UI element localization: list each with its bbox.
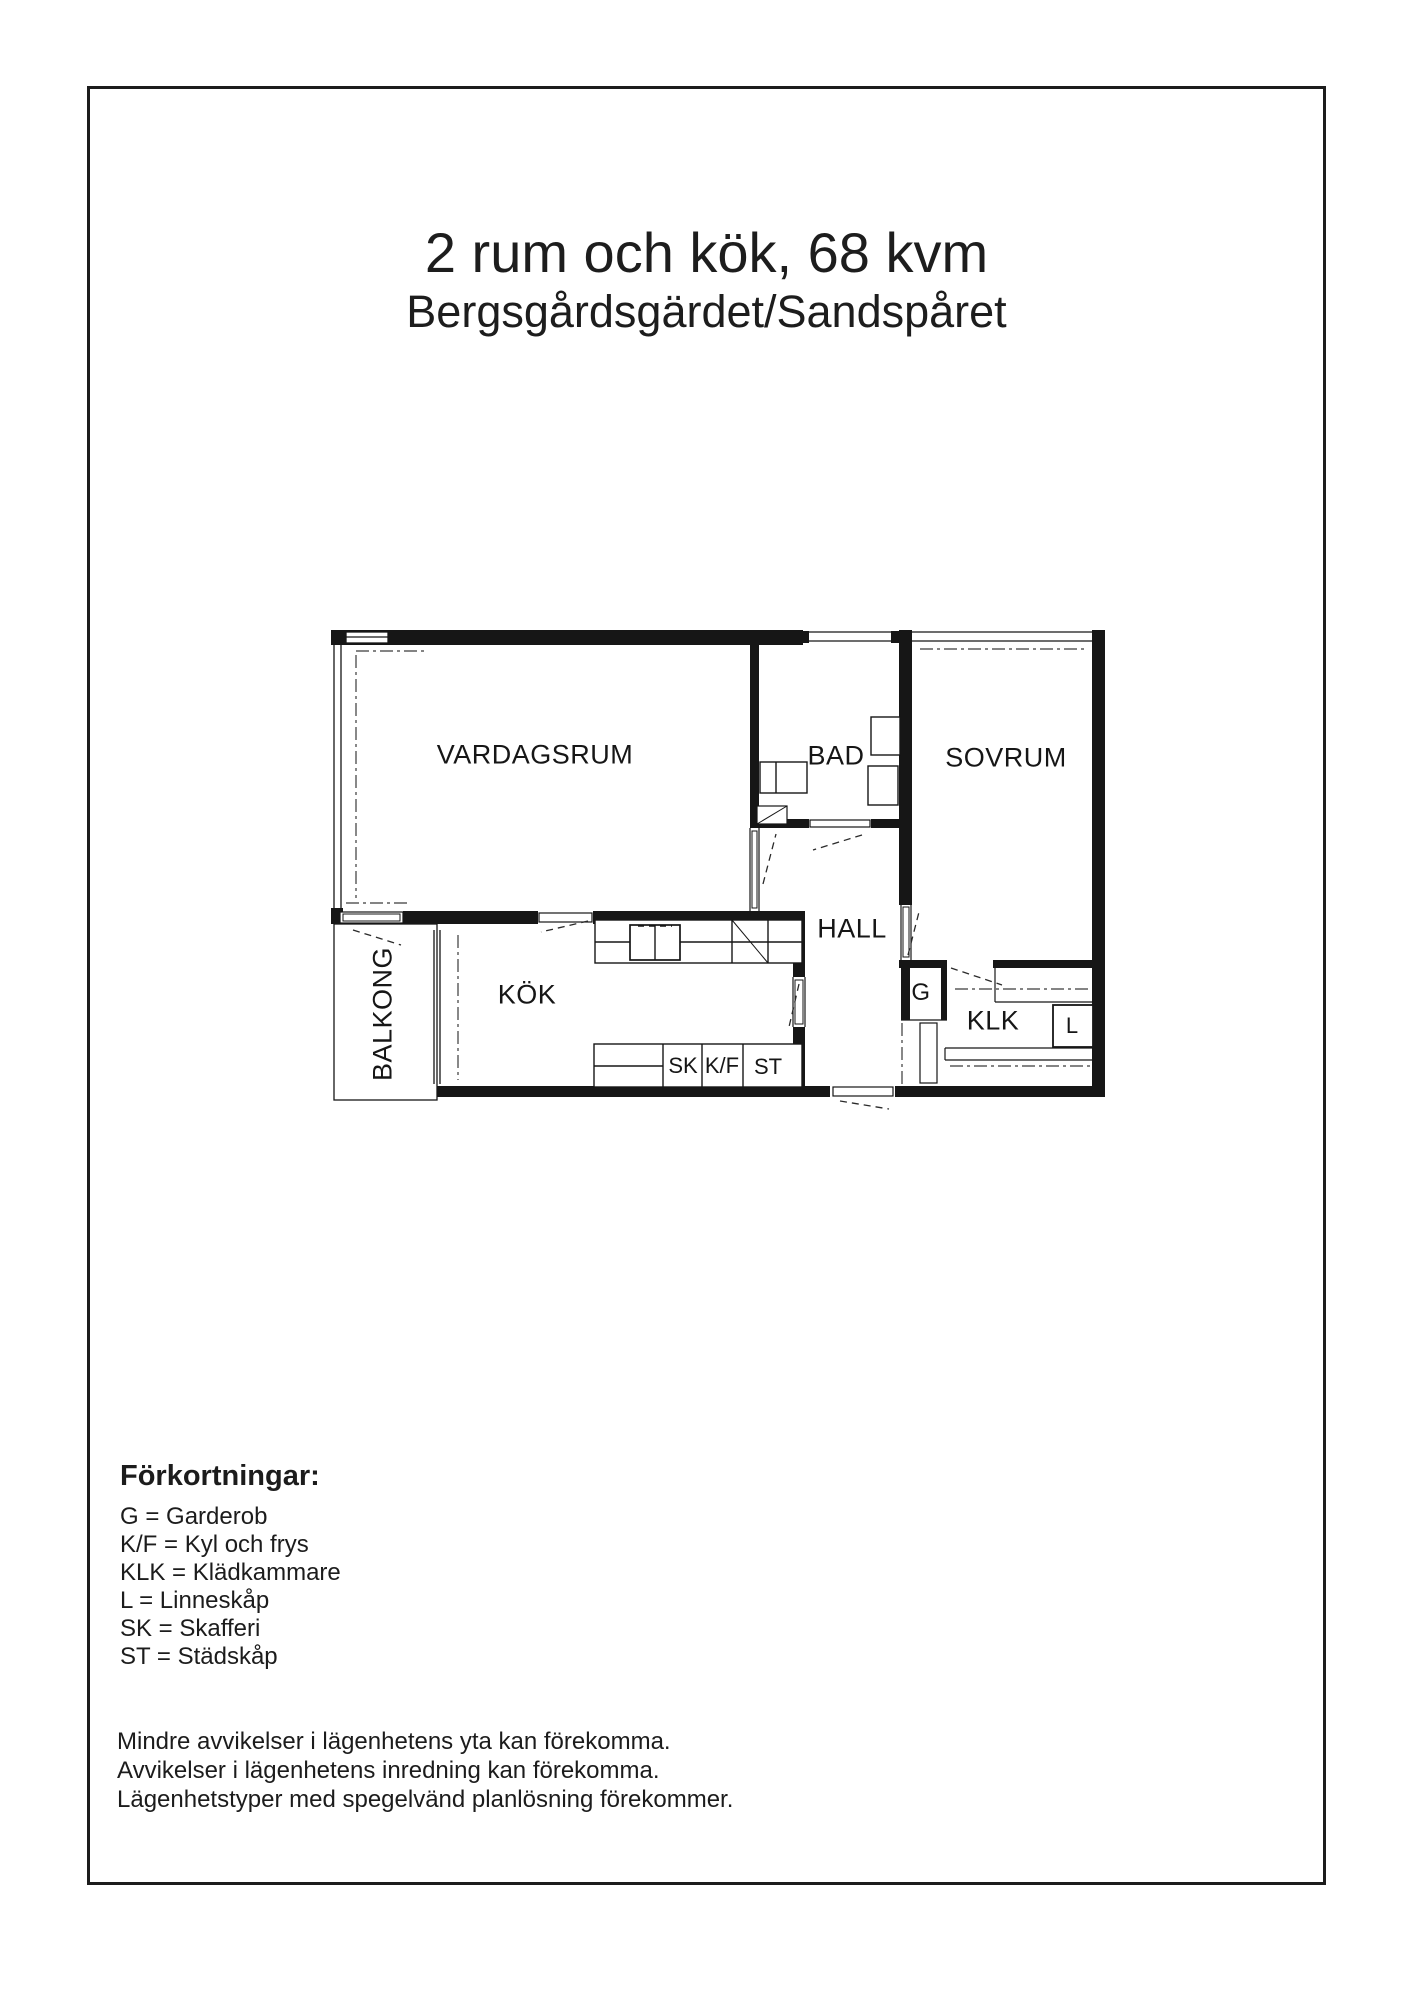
room-label-kok: KÖK bbox=[497, 979, 557, 1010]
room-label-hall: HALL bbox=[817, 913, 887, 944]
room-label-balkong: BALKONG bbox=[367, 946, 398, 1082]
disclaimer-line-1: Mindre avvikelser i lägenhetens yta kan förekomma. bbox=[117, 1728, 671, 1755]
room-label-bad: BAD bbox=[807, 740, 865, 771]
legend-item-st: ST = Städskåp bbox=[120, 1643, 278, 1670]
plan-title: 2 rum och kök, 68 kvm bbox=[424, 221, 989, 284]
closet-label-st: ST bbox=[753, 1054, 783, 1079]
closet-label-sk: SK bbox=[668, 1053, 698, 1078]
legend-heading: Förkortningar: bbox=[120, 1460, 320, 1492]
disclaimer-line-2: Avvikelser i lägenhetens inredning kan förekomma. bbox=[117, 1757, 660, 1784]
floorplan-svg bbox=[320, 595, 1120, 1115]
closet-label-g: G bbox=[911, 979, 931, 1006]
room-label-klk: KLK bbox=[966, 1005, 1020, 1036]
closet-label-kf: K/F bbox=[704, 1053, 740, 1078]
room-label-sovrum: SOVRUM bbox=[945, 742, 1067, 773]
legend bbox=[120, 1460, 341, 1671]
legend-item-klk: KLK = Klädkammare bbox=[120, 1559, 341, 1586]
legend-item-l: L = Linneskåp bbox=[120, 1587, 270, 1614]
room-label-vardagsrum: VARDAGSRUM bbox=[436, 739, 634, 770]
legend-item-sk: SK = Skafferi bbox=[120, 1615, 261, 1642]
legend-item-g: G = Garderob bbox=[120, 1503, 268, 1530]
legend-item-kf: K/F = Kyl och frys bbox=[120, 1531, 309, 1558]
plan-subtitle: Bergsgårdsgärdet/Sandspåret bbox=[406, 286, 1007, 337]
closet-label-l: L bbox=[1065, 1013, 1079, 1038]
disclaimer-line-3: Lägenhetstyper med spegelvänd planlösning förekommer. bbox=[117, 1786, 734, 1813]
disclaimer bbox=[117, 1727, 733, 1814]
